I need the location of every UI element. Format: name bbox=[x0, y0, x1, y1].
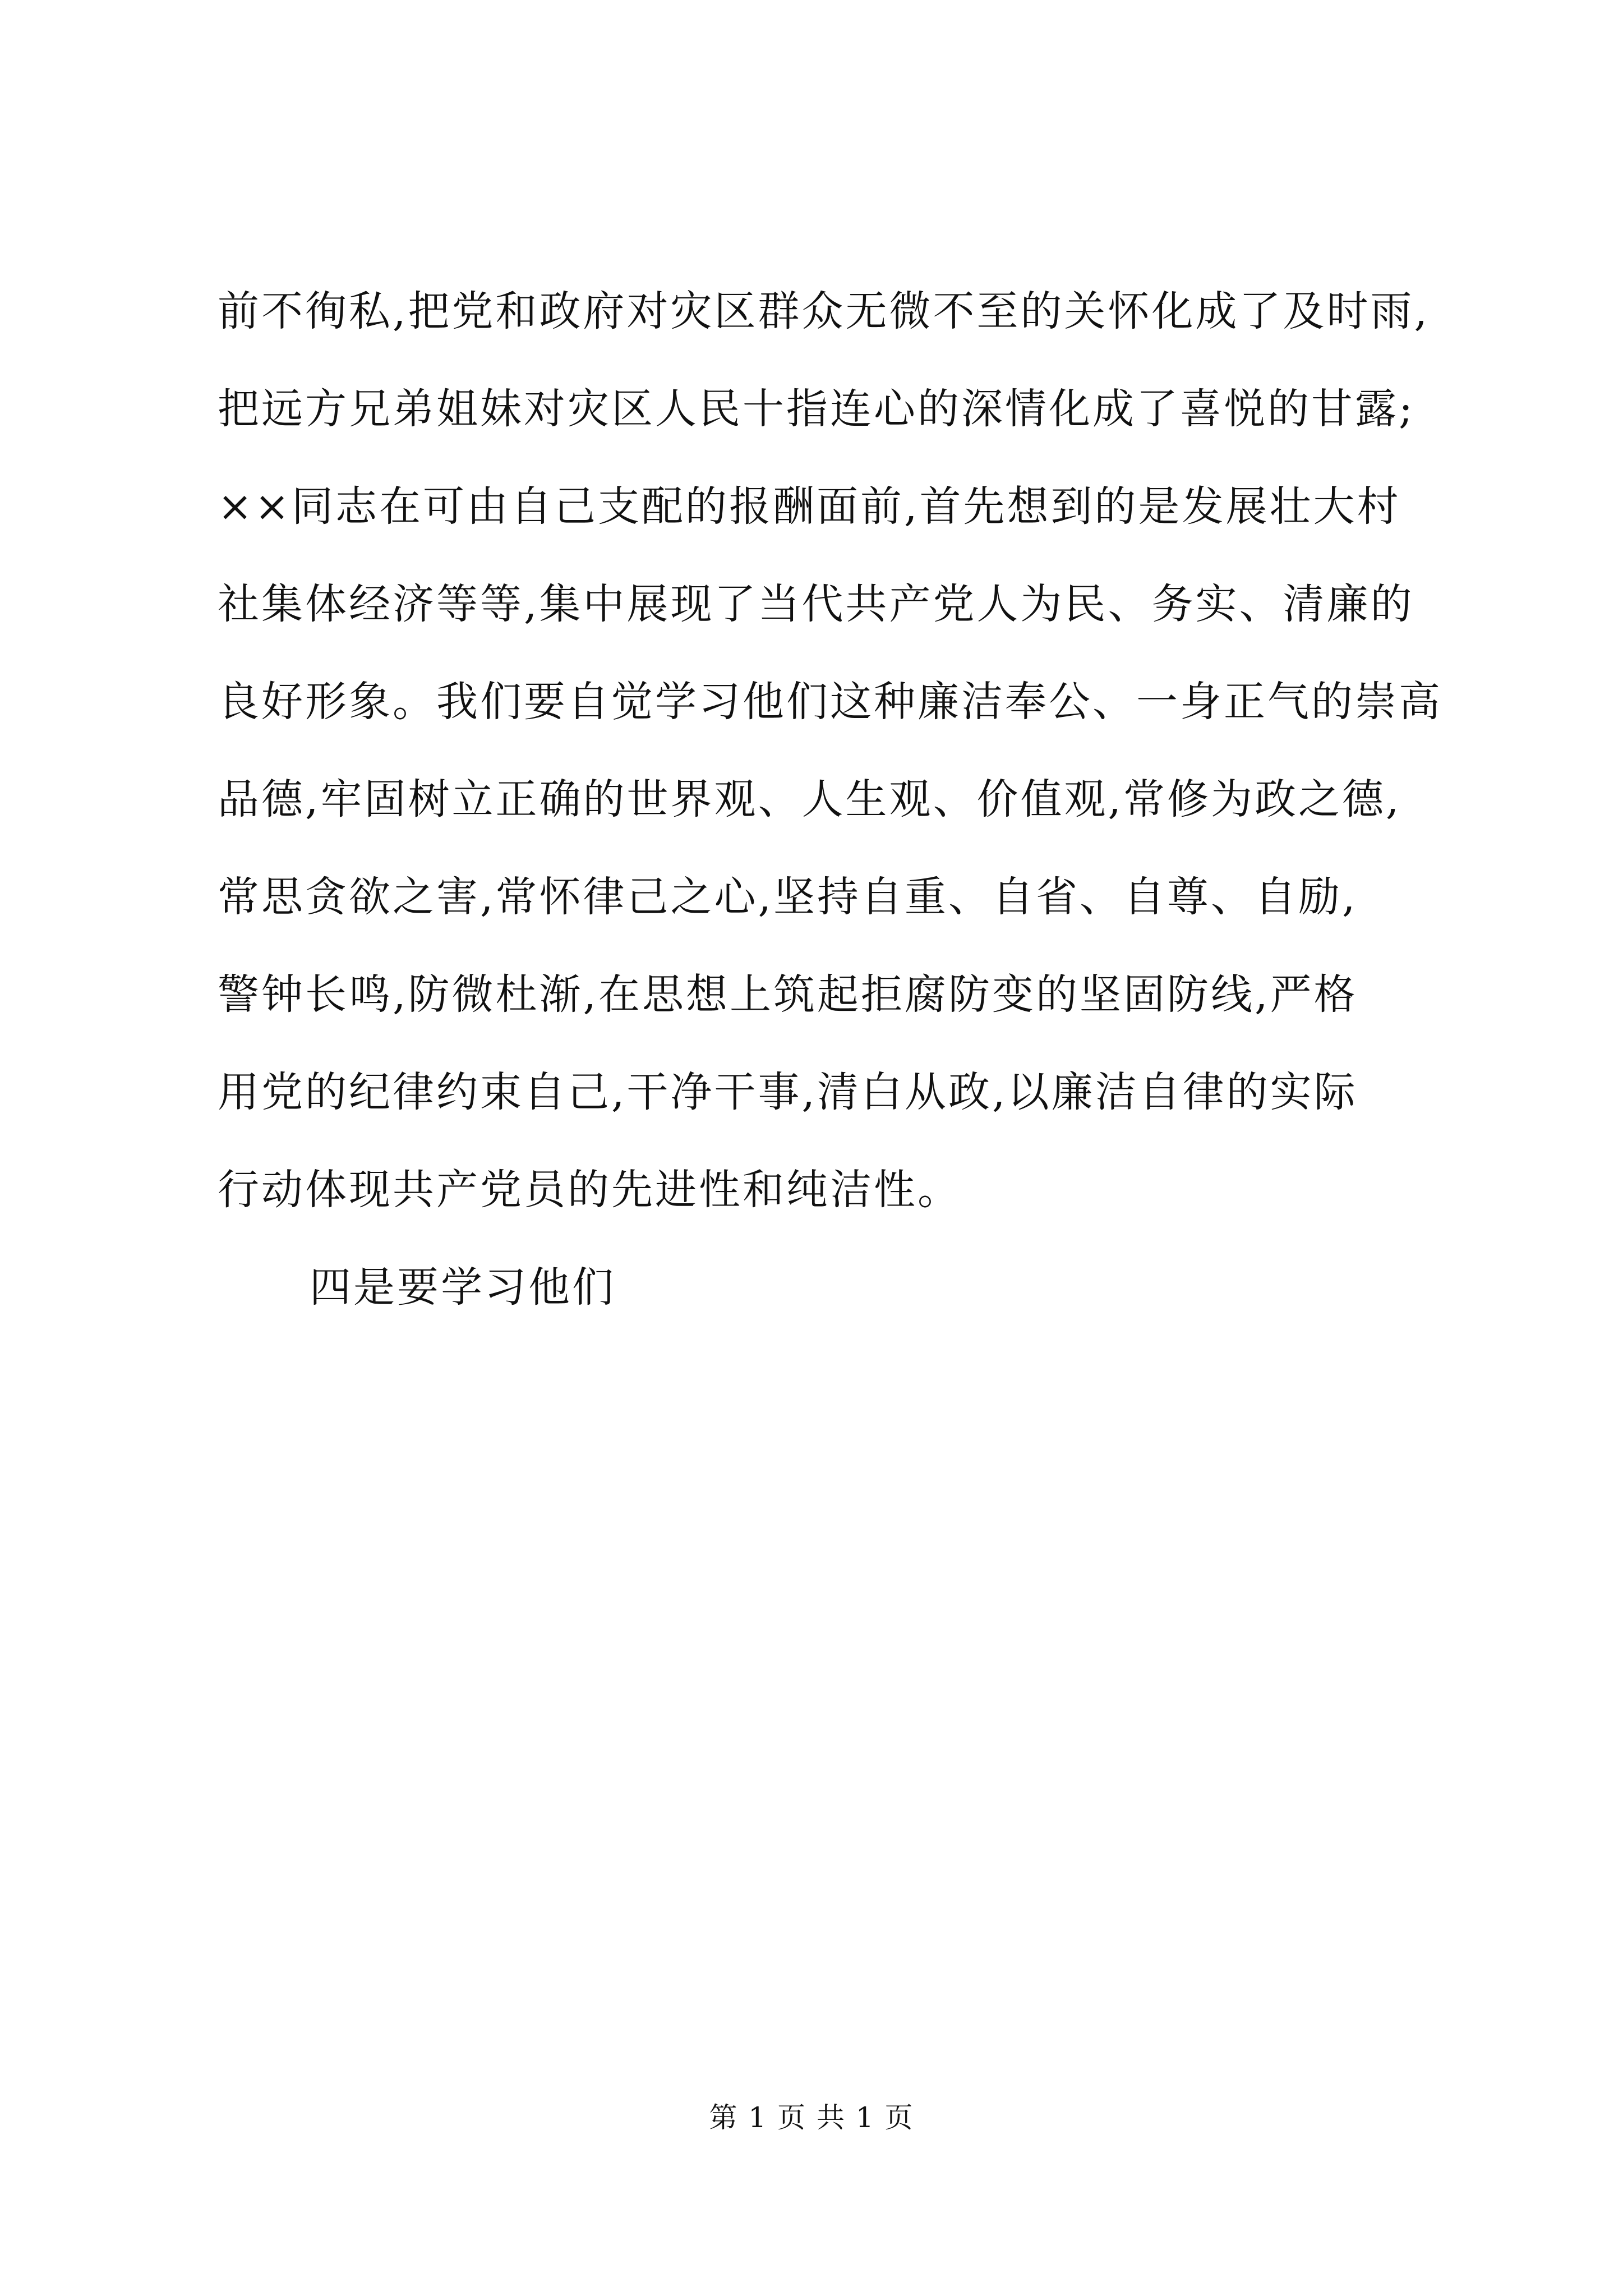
page-footer: 第 1 页 共 1 页 bbox=[709, 2101, 914, 2134]
paragraph-line: 良好形象。我们要自觉学习他们这种廉洁奉公、一身正气的崇高 bbox=[218, 678, 1442, 726]
paragraph-line: 把远方兄弟姐妹对灾区人民十指连心的深情化成了喜悦的甘露; bbox=[218, 385, 1415, 433]
paragraph-line: 前不徇私,把党和政府对灾区群众无微不至的关怀化成了及时雨, bbox=[218, 287, 1430, 335]
paragraph-line: 行动体现共产党员的先进性和纯洁性。 bbox=[218, 1166, 961, 1214]
next-paragraph-start: 四是要学习他们 bbox=[310, 1263, 616, 1312]
body-text bbox=[218, 263, 1442, 1336]
paragraph-line: 社集体经济等等,集中展现了当代共产党人为民、务实、清廉的 bbox=[218, 580, 1414, 628]
paragraph-line: ××同志在可由自己支配的报酬面前,首先想到的是发展壮大村 bbox=[218, 482, 1401, 531]
paragraph-line: 警钟长鸣,防微杜渐,在思想上筑起拒腐防变的坚固防线,严格 bbox=[218, 970, 1358, 1019]
paragraph-line: 用党的纪律约束自己,干净干事,清白从政,以廉洁自律的实际 bbox=[218, 1068, 1358, 1116]
paragraph-line: 常思贪欲之害,常怀律己之心,坚持自重、自省、自尊、自励, bbox=[218, 873, 1358, 921]
paragraph-line: 品德,牢固树立正确的世界观、人生观、价值观,常修为政之德, bbox=[218, 775, 1401, 823]
